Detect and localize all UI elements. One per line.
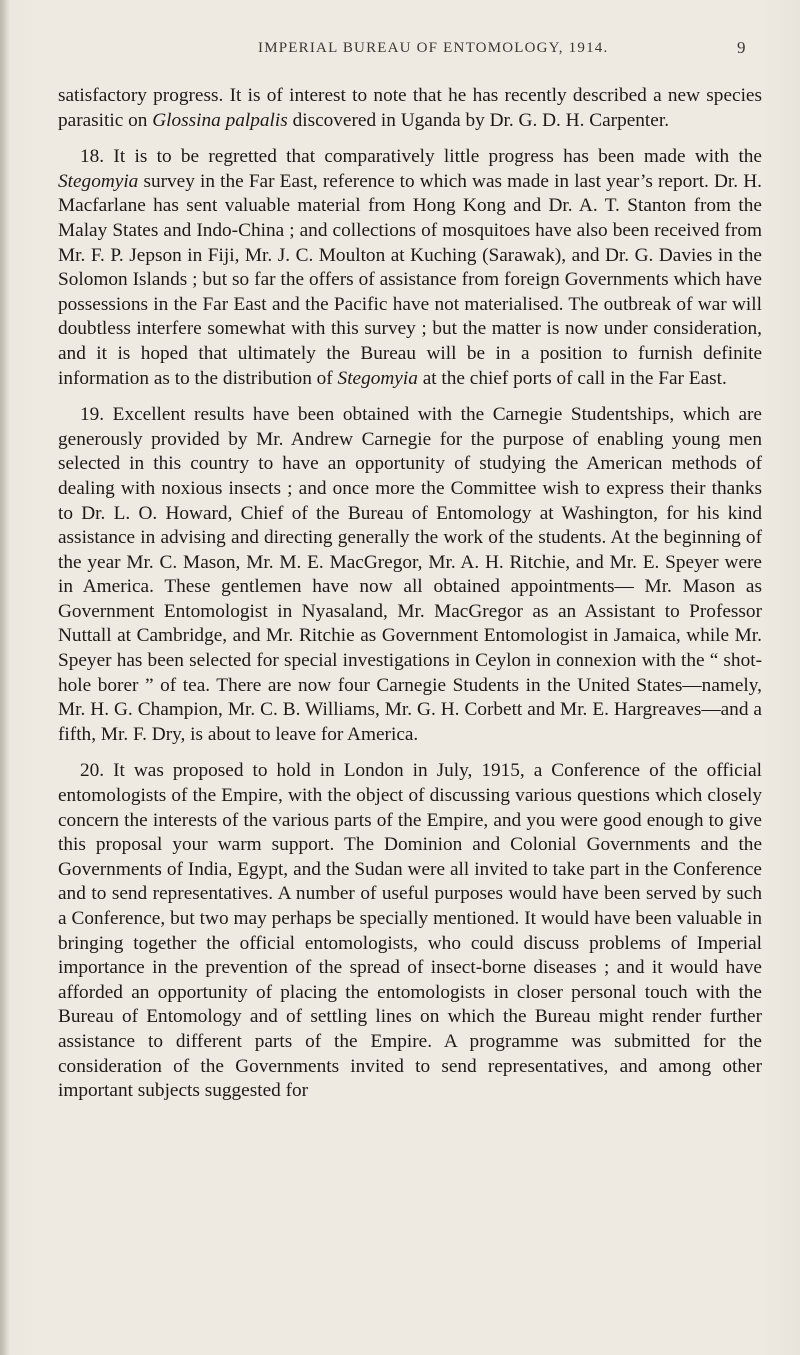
paragraph-number: 19.	[80, 404, 105, 426]
paragraph-number: 18.	[80, 146, 105, 168]
paragraph-19	[58, 403, 762, 747]
binding-gutter	[0, 0, 10, 1355]
text-run: at the chief ports of call in the Far East.	[417, 367, 727, 389]
page-number: 9	[737, 38, 746, 57]
species-name: Glossina palpalis	[152, 109, 288, 131]
text-run: It was proposed to hold in London in July, 1915, a Conference of the official entomologists of the Empire, with the object of discussing various questions which closely concern the interests of the various parts of the Empire, and you were good enough to give this proposal your warm support. The Dominion and Colonial Governments and the Governments of India, Egypt, and the Sudan were all invited to take part in the Conference and to send representatives. A number of useful purposes would have been served by such a Conference, but two may perhaps be specially mentioned. It would have been valuable in bringing together the official entomologists, who could discuss problems of Imperial importance in the prevention of the spread of insect-borne diseases ; and it would have afforded an opportunity of placing the entomologists in closer personal touch with the Bureau of Entomology and of settling lines on which the Bureau might render further assistance to different parts of the Empire. A programme was submitted for the consideration of the Governments invited to send representatives, and among other important subjects suggested for	[58, 760, 762, 1102]
text-run: It is to be regretted that comparatively little progress has been made with the	[104, 146, 762, 168]
paragraph-17-continued	[58, 84, 762, 133]
paragraph-20	[58, 759, 762, 1103]
genus-name: Stegomyia	[337, 367, 418, 389]
paragraph-number: 20.	[80, 760, 105, 782]
body-text	[58, 84, 762, 1116]
paragraph-18	[58, 145, 762, 391]
text-run: satisfactory progress. It is of interest to note that he has recently described a new species parasitic on	[58, 85, 762, 131]
running-head: IMPERIAL BUREAU OF ENTOMOLOGY, 1914.	[258, 40, 609, 56]
genus-name: Stegomyia	[58, 170, 139, 192]
text-run: discovered in Uganda by Dr. G. D. H. Carpenter.	[287, 109, 670, 131]
text-run: Excellent results have been obtained with the Carnegie Studentships, which are generously provided by Mr. Andrew Carnegie for the purpose of enabling young men selected in this country to have an opportunity of studying the American methods of dealing with noxious insects ; and once more the Committee wish to express their thanks to Dr. L. O. Howard, Chief of the Bureau of Entomology at Washington, for his kind assistance in advising and directing generally the work of the students. At the beginning of the year Mr. C. Mason, Mr. M. E. MacGregor, Mr. A. H. Ritchie, and Mr. E. Speyer were in America. These gentlemen have now all obtained appointments— Mr. Mason as Government Entomologist in Nyasaland, Mr. MacGregor as an Assistant to Professor Nuttall at Cambridge, and Mr. Ritchie as Government Entomologist in Jamaica, while Mr. Speyer has been selected for special investigations in Ceylon in connexion with the “ shot-hole borer ” of tea. There are now four Carnegie Students in the United States—namely, Mr. H. G. Champion, Mr. C. B. Williams, Mr. G. H. Corbett and Mr. E. Hargreaves—and a fifth, Mr. F. Dry, is about to leave for America.	[58, 404, 762, 745]
text-run: survey in the Far East, reference to which was made in last year’s report. Dr. H. Macfarlane has sent valuable material from Hong Kong and Dr. A. T. Stanton from the Malay States and Indo-China ; and collections of mosquitoes have also been received from Mr. F. P. Jepson in Fiji, Mr. J. C. Moulton at Kuching (Sarawak), and Dr. G. Davies in the Solomon Islands ; but so far the offers of assistance from foreign Governments which have possessions in the Far East and the Pacific have not materialised. The outbreak of war will doubtless interfere somewhat with this survey ; but the matter is now under consideration, and it is hoped that ultimately the Bureau will be in a position to furnish definite information as to the distribution of	[58, 170, 762, 389]
